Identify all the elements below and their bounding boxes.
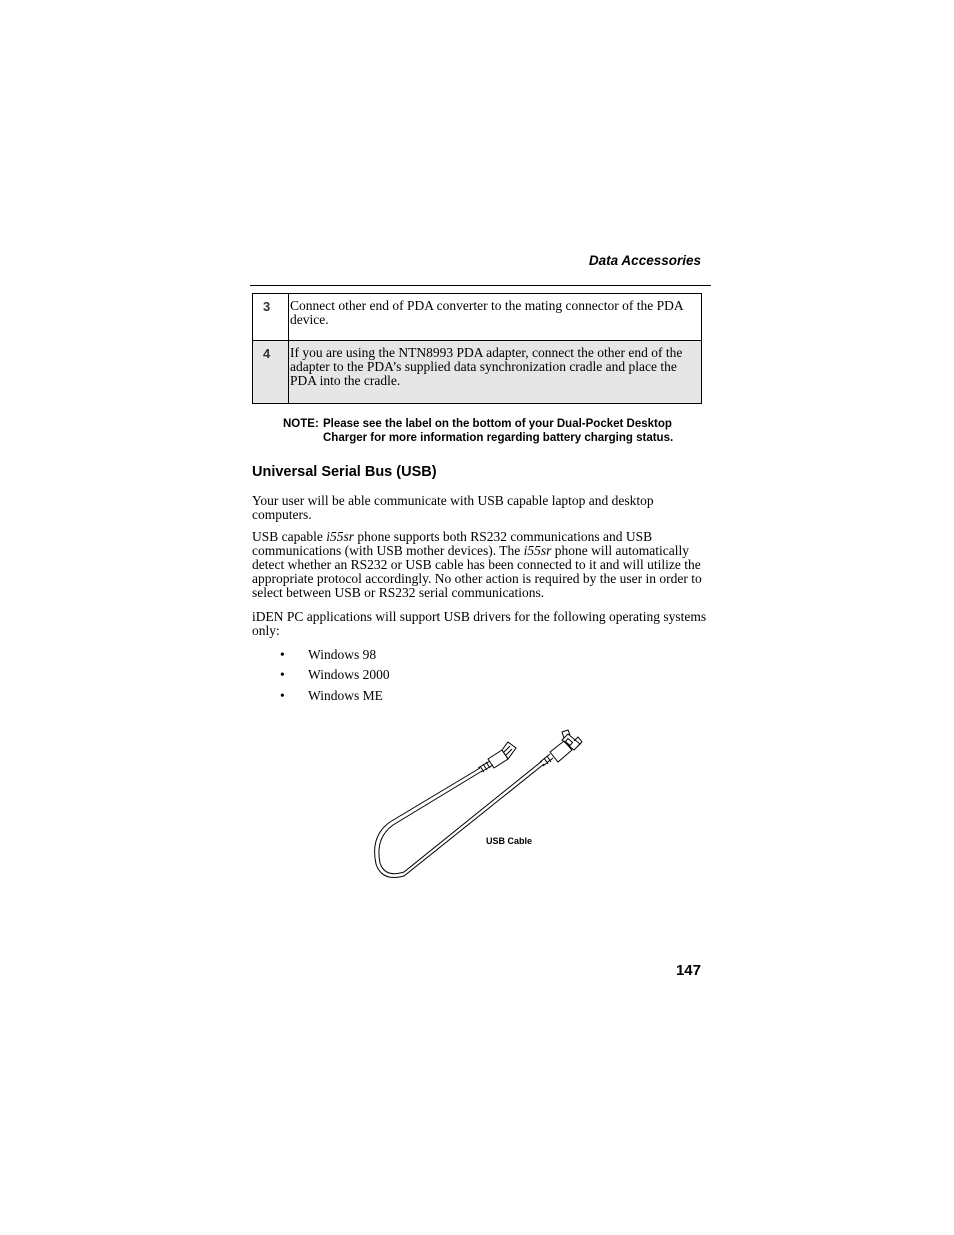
list-item-text: Windows ME xyxy=(308,688,383,703)
cable-inner xyxy=(379,761,542,874)
phone-strain-relief xyxy=(540,754,553,766)
running-header: Data Accessories xyxy=(588,253,701,268)
step-text: Connect other end of PDA converter to the mating connector of the PDA device. xyxy=(289,294,702,341)
model-name: i55 xyxy=(326,529,344,544)
list-item-text: Windows 2000 xyxy=(308,667,390,682)
list-item xyxy=(280,668,390,682)
section-heading: Universal Serial Bus (USB) xyxy=(252,464,437,480)
list-item xyxy=(280,648,376,662)
phone-connector-head xyxy=(562,734,580,750)
model-name: i55 xyxy=(523,543,541,558)
step-text: If you are using the NTN8993 PDA adapter, connect the other end of the adapter to the PDA’s supplied data synchronization cradle and place the PDA into the cradle. xyxy=(289,341,702,404)
note-line-2: Charger for more information regarding battery charging status. xyxy=(323,432,674,444)
page-number: 147 xyxy=(675,962,701,979)
paragraph-usb-intro: Your user will be able communicate with USB capable laptop and desktop computers. xyxy=(252,493,654,522)
steps-table xyxy=(252,293,702,404)
bullet-dot: • xyxy=(280,647,285,662)
paragraph-usb-detection xyxy=(252,530,708,600)
figure-caption: USB Cable xyxy=(486,836,533,846)
bullet-dot: • xyxy=(280,688,285,703)
paragraph-os-support: iDEN PC applications will support USB drivers for the following operating systems only: xyxy=(252,609,707,638)
bullet-dot: • xyxy=(280,667,285,682)
header-rule xyxy=(250,285,711,286)
note-line-1 xyxy=(283,417,713,431)
note-text-1: Please see the label on the bottom of your Dual-Pocket Desktop xyxy=(323,418,672,430)
step-row xyxy=(253,341,702,404)
model-suffix: sr xyxy=(540,543,552,558)
para-text: phone supports both RS232 communications and USB communications (with USB mother devices). The xyxy=(252,529,653,558)
usb-plug-body xyxy=(488,750,508,768)
note xyxy=(283,417,713,445)
para-text: phone will automatically detect whether an RS232 or USB cable has been connected to it and will utilize the appropriate protocol accordingly. No other action is required by the user in order to select between USB or RS232 serial communications. xyxy=(252,543,702,600)
model-suffix: sr xyxy=(343,529,355,544)
step-number: 3 xyxy=(253,294,289,341)
step-row xyxy=(253,294,702,341)
usb-cable-illustration xyxy=(368,728,588,886)
usb-plug-tip xyxy=(502,742,516,759)
step-number: 4 xyxy=(253,341,289,404)
para-text: USB capable xyxy=(252,529,327,544)
list-item-text: Windows 98 xyxy=(308,647,377,662)
note-label: NOTE: xyxy=(283,418,319,430)
list-item xyxy=(280,689,383,703)
